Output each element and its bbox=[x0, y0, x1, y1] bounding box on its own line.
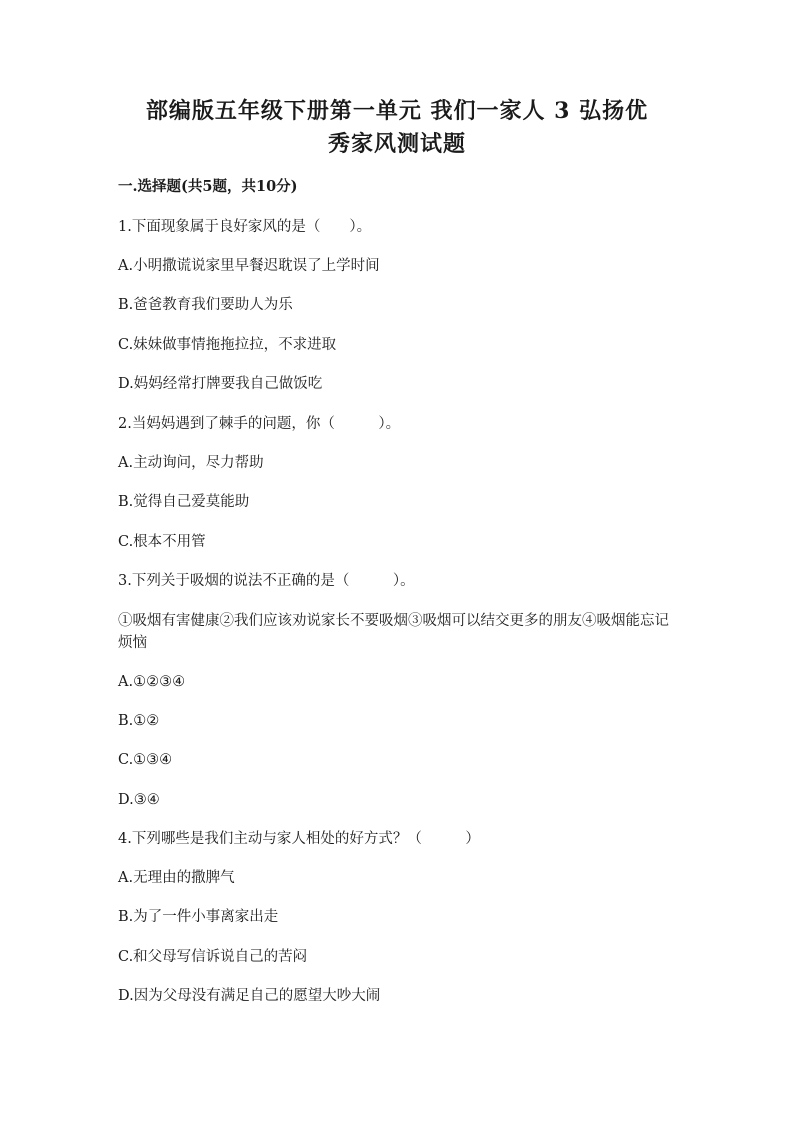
question-2-option-b: B.觉得自己爱莫能助 bbox=[118, 494, 250, 510]
question-3-option-d: D.③④ bbox=[118, 792, 160, 808]
question-1-option-a: A.小明撒谎说家里早餐迟耽误了上学时间 bbox=[118, 258, 380, 274]
question-3-stem: 3.下列关于吸烟的说法不正确的是（ ）。 bbox=[118, 573, 415, 589]
question-4-option-c: C.和父母写信诉说自己的苦闷 bbox=[118, 949, 308, 965]
section-heading: 一.选择题(共5题，共10分) bbox=[118, 178, 298, 195]
page-title-line-2: 秀家风测试题 bbox=[327, 131, 466, 157]
question-3-statements: ①吸烟有害健康②我们应该劝说家长不要吸烟③吸烟可以结交更多的朋友④吸烟能忘记烦恼 bbox=[118, 613, 669, 651]
question-4-option-a: A.无理由的撒脾气 bbox=[118, 870, 235, 886]
question-1-option-b: B.爸爸教育我们要助人为乐 bbox=[118, 297, 293, 313]
question-4-stem: 4.下列哪些是我们主动与家人相处的好方式？（ ） bbox=[118, 831, 480, 847]
question-1-option-c: C.妹妹做事情拖拖拉拉，不求进取 bbox=[118, 337, 337, 353]
question-3-option-c: C.①③④ bbox=[118, 752, 173, 768]
question-2-option-c: C.根本不用管 bbox=[118, 534, 206, 550]
question-2-option-a: A.主动询问，尽力帮助 bbox=[118, 455, 264, 471]
page-title-line-1: 部编版五年级下册第一单元 我们一家人 3 弘扬优 bbox=[145, 98, 649, 124]
question-2-stem: 2.当妈妈遇到了棘手的问题，你（ ）。 bbox=[118, 416, 401, 432]
question-1-stem: 1.下面现象属于良好家风的是（ ）。 bbox=[118, 219, 372, 235]
question-3-option-b: B.①② bbox=[118, 713, 160, 729]
question-4-option-d: D.因为父母没有满足自己的愿望大吵大闹 bbox=[118, 988, 381, 1004]
question-3-option-a: A.①②③④ bbox=[118, 674, 186, 690]
question-4-option-b: B.为了一件小事离家出走 bbox=[118, 909, 279, 925]
question-1-option-d: D.妈妈经常打牌要我自己做饭吃 bbox=[118, 376, 323, 392]
